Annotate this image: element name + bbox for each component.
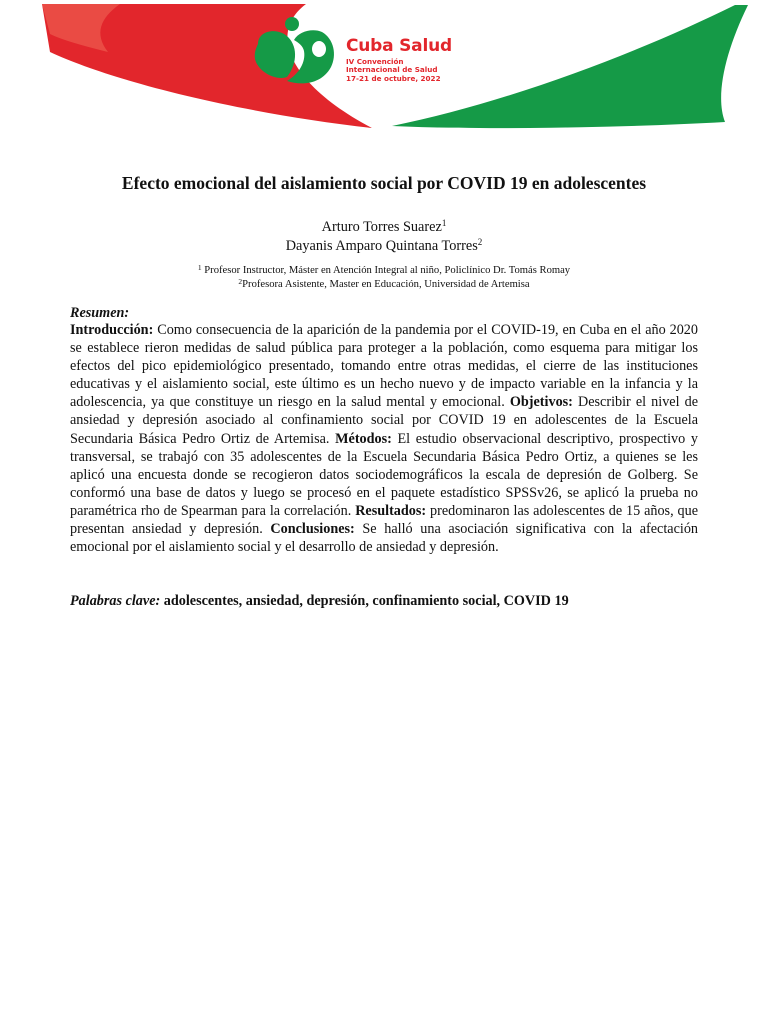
- event-header: [0, 0, 768, 140]
- affiliation-text: Profesor Instructor, Máster en Atención Integral al niño, Policlínico Dr. Tomás Romay: [201, 265, 571, 276]
- results-text: predominaron las adolescentes de 15 años, que presentan ansiedad y depresión.: [70, 502, 698, 538]
- paper-title: Efecto emocional del aislamiento social por COVID 19 en adolescentes: [121, 173, 647, 193]
- results-label: Resultados:: [355, 502, 427, 519]
- author-1: [0, 218, 768, 237]
- event-brand: [346, 38, 452, 83]
- author-mark: 2: [477, 237, 483, 247]
- intro-label: Introducción:: [70, 322, 154, 338]
- event-line-1: IV Convención: [346, 57, 404, 66]
- objectives-label: Objetivos:: [509, 394, 573, 411]
- affiliation-list: [0, 264, 768, 292]
- affiliation-mark: 2: [238, 277, 243, 286]
- affiliation-mark: 1: [197, 263, 202, 272]
- keywords: [70, 592, 698, 610]
- affiliation-1: [0, 264, 768, 278]
- affiliation-2: [0, 278, 768, 292]
- abstract-heading: Resumen:: [70, 305, 130, 321]
- affiliation-text: Profesora Asistente, Master en Educación, Universidad de Artemisa: [242, 279, 530, 290]
- intro-text: Como consecuencia de la aparición de la pandemia por el COVID-19, en Cuba en el año 2020 se establece rieron medidas de salud pública para proteger a la población, como esquema para mitigar los efectos del pico epidemiológico presentado, tomando entre otras medidas, el cierre de las instituciones educativas y el aislamiento social, este último es un hecho nuevo y de impacto variable en la infancia y la adolescencia, ya que constituye un riesgo en la salud mental y emocional.: [70, 322, 698, 411]
- conclusions-text: Se halló una asociación significativa con la afectación emocional por el aislamiento social y el desarrollo de ansiedad y depresión.: [70, 521, 699, 556]
- brand-name: Cuba Salud: [346, 36, 452, 56]
- conclusions-label: Conclusiones:: [270, 521, 355, 538]
- keywords-values: adolescentes, ansiedad, depresión, confinamiento social, COVID 19: [160, 593, 569, 609]
- author-list: [0, 218, 768, 256]
- objectives-text: Describir el nivel de ansiedad y depresión asociado al confinamiento social por COVID 19 en adolescentes de la Escuela Secundaria Básica Pedro Ortiz de Artemisa.: [70, 394, 698, 447]
- methods-text: El estudio observacional descriptivo, prospectivo y transversal, se trabajó con 35 adolescentes de la Escuela Secundaria Básica Pedro Ortiz, a quienes se les aplicó una encuesta donde se recogieron datos sociodemográficos la escala de depresión de Golberg. Se conformó una base de datos y luego se procesó en el paquete estadístico SPSSv26, se aplicó la prueba no paramétrica rho de Spearman para la correlación.: [70, 430, 698, 519]
- keywords-label: Palabras clave:: [70, 593, 161, 609]
- event-dates: 17-21 de octubre, 2022: [346, 73, 441, 83]
- methods-label: Métodos:: [335, 430, 392, 447]
- abstract-body: [70, 321, 698, 556]
- event-line-2: Internacional de Salud: [346, 65, 438, 75]
- author-mark: 1: [441, 218, 447, 228]
- author-name: Dayanis Amparo Quintana Torres: [285, 238, 478, 254]
- author-name: Arturo Torres Suarez: [321, 219, 442, 235]
- author-2: [0, 237, 768, 256]
